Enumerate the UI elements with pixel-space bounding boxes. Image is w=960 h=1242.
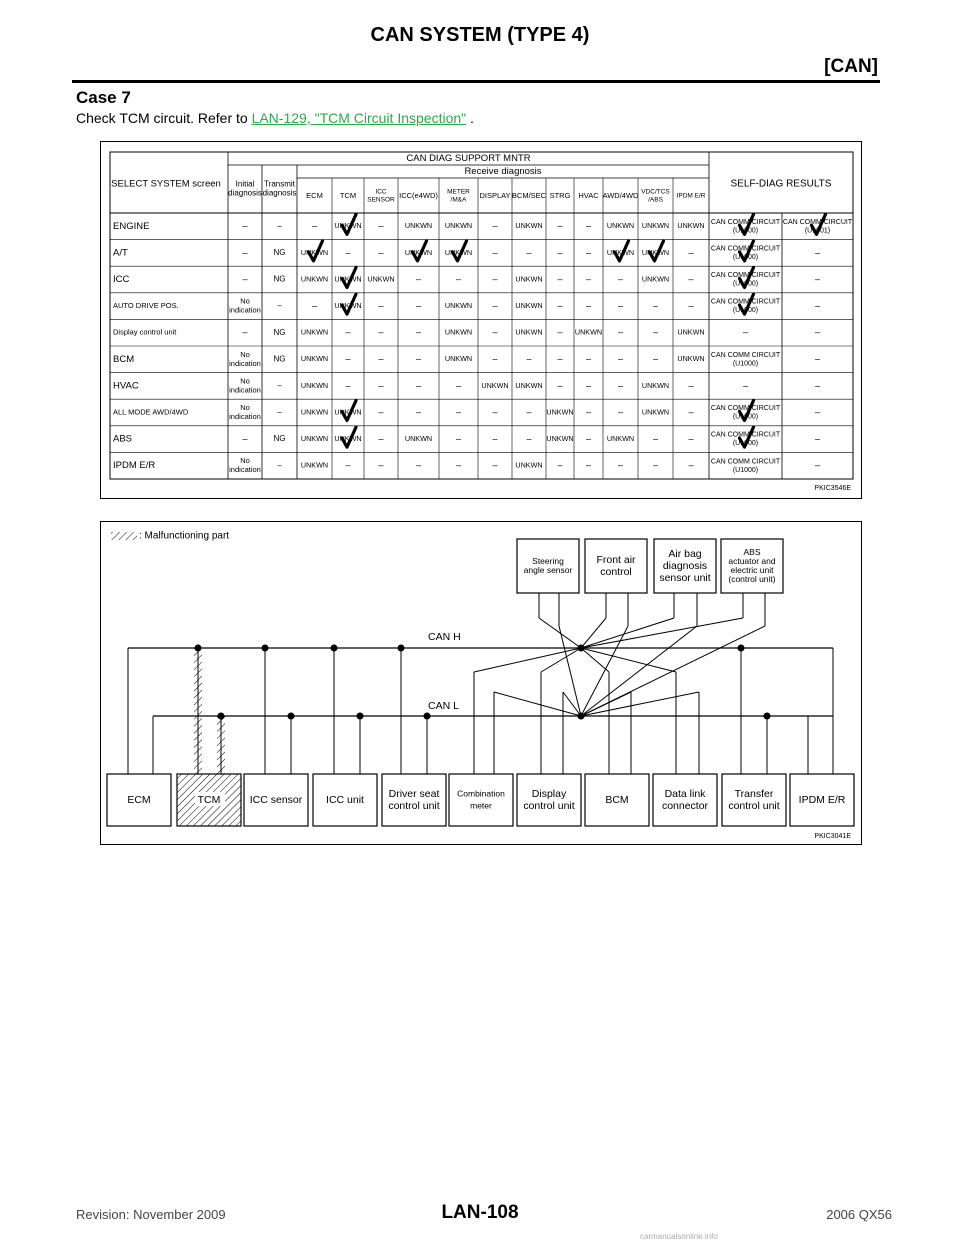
can-diag-header: CAN DIAG SUPPORT MNTR: [406, 153, 531, 165]
receive-value: –: [415, 327, 422, 338]
bottom-unit-label: control unit: [523, 799, 575, 812]
row-label: AUTO DRIVE POS.: [113, 301, 179, 311]
transmit-value: –: [277, 301, 282, 311]
receive-value: UNKWN: [300, 380, 329, 390]
bottom-unit-label: meter: [470, 800, 492, 811]
bottom-unit-label: connector: [661, 799, 709, 812]
receive-value: –: [345, 247, 351, 258]
transmit-value: NG: [273, 274, 286, 284]
receive-value: UNKWN: [334, 301, 362, 311]
transmit-value: –: [277, 381, 282, 391]
receive-column-header: VDC/TCS: [641, 188, 670, 196]
receive-value: –: [652, 353, 659, 364]
top-unit-label: Steering: [532, 555, 564, 566]
transmit-diagnosis-header: Transmit: [264, 179, 295, 189]
self-diag-header: SELF-DIAG RESULTS: [730, 178, 832, 190]
receive-value: UNKWN: [444, 301, 473, 311]
transmit-value: –: [277, 407, 282, 417]
receive-value: –: [415, 406, 422, 417]
receive-value: –: [526, 353, 532, 364]
top-unit-label: diagnosis: [662, 559, 708, 572]
receive-value: UNKWN: [606, 434, 635, 444]
row-label: A/T: [113, 247, 128, 259]
receive-value: UNKWN: [606, 247, 635, 257]
receive-value: UNKWN: [641, 247, 670, 257]
bottom-unit-label: control unit: [728, 799, 780, 812]
receive-value: –: [652, 433, 659, 444]
receive-value: UNKWN: [515, 380, 543, 390]
receive-value: –: [378, 460, 384, 471]
receive-value: UNKWN: [367, 274, 395, 284]
receive-value: UNKWN: [334, 434, 362, 444]
receive-value: –: [688, 273, 694, 284]
receive-value: –: [378, 220, 384, 231]
receive-value: –: [557, 273, 563, 284]
self-diag-value: CAN COMM CIRCUIT: [710, 405, 781, 413]
case-text-prefix: Check TCM circuit. Refer to: [76, 110, 252, 126]
top-unit-label: ABS: [743, 546, 761, 557]
receive-value: –: [652, 460, 659, 471]
receive-value: UNKWN: [404, 247, 433, 257]
receive-column-header: /M&A: [450, 196, 467, 204]
initial-value: –: [242, 273, 248, 284]
receive-value: –: [557, 353, 563, 364]
receive-value: –: [526, 433, 532, 444]
transmit-value: NG: [273, 248, 286, 258]
can-l-label: CAN L: [428, 699, 459, 712]
receive-value: –: [345, 460, 351, 471]
receive-value: –: [557, 220, 563, 231]
receive-value: –: [526, 406, 532, 417]
initial-value: No: [240, 349, 250, 359]
top-unit-label: sensor unit: [659, 571, 711, 584]
receive-value: UNKWN: [404, 221, 433, 231]
receive-value: –: [557, 327, 563, 338]
receive-value: –: [415, 380, 422, 391]
receive-value: –: [585, 433, 592, 444]
receive-value: UNKWN: [546, 407, 574, 417]
bottom-unit-label: Combination: [457, 788, 505, 799]
bottom-unit-label: TCM: [197, 793, 221, 806]
top-unit-label: angle sensor: [523, 564, 573, 575]
bottom-unit-label: ICC unit: [326, 793, 364, 806]
receive-value: –: [585, 247, 592, 258]
initial-value: indication: [229, 358, 261, 368]
wire: [581, 692, 699, 716]
receive-value: UNKWN: [404, 434, 433, 444]
receive-value: UNKWN: [444, 247, 473, 257]
receive-value: –: [492, 247, 498, 258]
top-unit-label: Air bag: [668, 547, 702, 560]
self-diag-value: CAN COMM CIRCUIT: [710, 298, 781, 306]
self-diag-value: –: [814, 327, 821, 338]
top-unit-label: actuator and: [728, 555, 776, 566]
bottom-unit-label: control unit: [388, 799, 440, 812]
receive-value: –: [492, 327, 498, 338]
receive-value: UNKWN: [641, 407, 670, 417]
receive-column-header: AWD/4WD: [602, 190, 639, 200]
case-heading: Case 7: [76, 88, 131, 107]
receive-value: –: [688, 380, 694, 391]
receive-value: –: [455, 380, 462, 391]
receive-value: UNKWN: [300, 274, 329, 284]
receive-value: UNKWN: [641, 221, 670, 231]
bottom-unit-label: ECM: [127, 793, 151, 806]
receive-value: –: [652, 327, 659, 338]
can-diagram-figure: [100, 521, 862, 845]
receive-value: –: [585, 380, 592, 391]
junction-dot: [331, 645, 338, 652]
watermark: carmanualsonline.info: [640, 1232, 718, 1241]
receive-value: –: [345, 327, 351, 338]
transmit-value: NG: [273, 327, 286, 337]
receive-value: –: [585, 300, 592, 311]
receive-value: UNKWN: [300, 407, 329, 417]
self-diag-value: –: [742, 380, 749, 391]
receive-value: –: [688, 300, 694, 311]
can-h-label: CAN H: [428, 630, 461, 643]
self-diag-value: CAN COMM CIRCUIT: [710, 218, 781, 226]
receive-value: UNKWN: [574, 327, 603, 337]
wire: [581, 626, 697, 716]
receive-value: UNKWN: [300, 327, 329, 337]
receive-value: –: [415, 300, 422, 311]
initial-value: indication: [229, 465, 261, 475]
initial-value: –: [242, 220, 248, 231]
receive-value: UNKWN: [641, 274, 670, 284]
can-wiring-diagram: [101, 522, 861, 844]
receive-value: UNKWN: [444, 354, 473, 364]
receive-value: –: [492, 406, 498, 417]
receive-value: –: [378, 380, 384, 391]
footer-page-number: LAN-108: [441, 1202, 519, 1223]
receive-value: –: [617, 406, 624, 417]
self-diag-value: CAN COMM CIRCUIT: [710, 245, 781, 253]
wire: [494, 692, 581, 716]
receive-value: –: [652, 300, 659, 311]
self-diag-value: –: [814, 380, 821, 391]
receive-value: –: [378, 327, 384, 338]
figure-ref: PKIC3546E: [814, 485, 851, 492]
receive-value: UNKWN: [677, 221, 705, 231]
receive-value: –: [311, 300, 318, 311]
receive-column-header: IPDM E/R: [676, 192, 706, 200]
wire: [541, 648, 581, 672]
junction-dot: [288, 713, 295, 720]
bottom-unit-label: Display: [531, 787, 567, 800]
table-border: [110, 152, 853, 479]
junction-dot: [398, 645, 405, 652]
receive-value: –: [557, 380, 563, 391]
receive-column-header: BCM/SEC: [511, 190, 547, 200]
receive-value: UNKWN: [300, 247, 329, 257]
diagnosis-table-figure: [100, 141, 862, 499]
receive-diagnosis-header: Receive diagnosis: [464, 166, 542, 178]
receive-value: –: [557, 300, 563, 311]
self-diag-value: –: [814, 433, 821, 444]
row-label: ALL MODE AWD/4WD: [113, 407, 189, 417]
self-diag-value: –: [814, 353, 821, 364]
self-diag-value: –: [814, 460, 821, 471]
receive-value: –: [617, 300, 624, 311]
receive-value: –: [345, 380, 351, 391]
wire: [539, 618, 581, 648]
row-label: ENGINE: [113, 220, 150, 232]
section-tag: [CAN]: [824, 56, 878, 77]
receive-value: –: [455, 433, 462, 444]
receive-value: UNKWN: [606, 221, 635, 231]
self-diag-value: CAN COMM CIRCUIT: [710, 272, 781, 280]
receive-column-header: DISPLAY: [479, 190, 511, 200]
self-diag-value: (U1000): [732, 227, 759, 235]
receive-value: UNKWN: [641, 380, 670, 390]
transmit-value: NG: [273, 434, 286, 444]
top-unit-label: Front air: [596, 553, 636, 566]
receive-column-header: ICC(e4WD): [399, 190, 438, 200]
top-unit-label: control: [600, 565, 632, 578]
receive-value: –: [492, 273, 498, 284]
self-diag-value: –: [814, 300, 821, 311]
initial-value: No: [240, 376, 250, 386]
case-instruction: [76, 110, 474, 126]
bottom-unit-label: Data link: [664, 787, 706, 800]
receive-value: –: [378, 433, 384, 444]
self-diag-value: –: [814, 406, 821, 417]
receive-value: UNKWN: [300, 434, 329, 444]
legend-hatch-icon: [111, 532, 137, 540]
receive-value: –: [378, 247, 384, 258]
receive-value: –: [455, 273, 462, 284]
receive-value: UNKWN: [546, 434, 574, 444]
receive-column-header: TCM: [339, 190, 357, 200]
top-unit-label: electric unit: [730, 564, 774, 575]
receive-value: –: [585, 273, 592, 284]
diagnosis-table: [101, 142, 861, 498]
row-label: BCM: [113, 353, 135, 365]
receive-column-header: ECM: [306, 190, 323, 200]
receive-column-header: METER: [447, 188, 470, 196]
row-label: ABS: [113, 433, 133, 445]
row-label: ICC: [113, 274, 130, 286]
transmit-value: –: [277, 460, 282, 470]
figure-ref: PKIC3041E: [814, 833, 851, 840]
header-rule: [72, 80, 880, 83]
select-system-header: SELECT SYSTEM screen: [111, 178, 221, 190]
receive-value: –: [617, 380, 624, 391]
self-diag-value: CAN COMM CIRCUIT: [710, 351, 781, 359]
wire: [581, 618, 743, 648]
table-grid: [110, 152, 853, 479]
receive-value: –: [585, 353, 592, 364]
initial-diagnosis-header: Initial: [235, 179, 255, 189]
receive-value: –: [688, 460, 694, 471]
receive-value: UNKWN: [677, 354, 705, 364]
wire: [474, 648, 581, 672]
self-diag-value: (U1000): [732, 280, 759, 288]
receive-value: UNKWN: [677, 327, 705, 337]
receive-value: –: [455, 406, 462, 417]
initial-value: –: [242, 327, 248, 338]
case-text-suffix: .: [466, 110, 474, 126]
inspection-link[interactable]: LAN-129, "TCM Circuit Inspection": [251, 110, 467, 126]
self-diag-value: –: [742, 327, 749, 338]
receive-value: UNKWN: [515, 274, 543, 284]
self-diag-value: CAN COMM CIRCUIT: [710, 431, 781, 439]
receive-value: –: [617, 353, 624, 364]
receive-value: UNKWN: [300, 354, 329, 364]
initial-value: No: [240, 296, 250, 306]
receive-value: –: [617, 460, 624, 471]
self-diag-value: (U1001): [804, 227, 831, 235]
receive-value: –: [378, 300, 384, 311]
self-diag-value: CAN COMM CIRCUIT: [710, 458, 781, 466]
receive-value: –: [688, 247, 694, 258]
receive-value: –: [688, 433, 694, 444]
self-diag-value: (U1000): [732, 413, 759, 421]
initial-value: indication: [229, 385, 261, 395]
initial-value: –: [242, 433, 248, 444]
receive-value: –: [617, 327, 624, 338]
self-diag-value: (U1000): [732, 360, 759, 368]
transmit-value: –: [277, 221, 282, 231]
receive-value: –: [415, 353, 422, 364]
row-label: IPDM E/R: [113, 460, 156, 472]
bottom-unit-label: Transfer: [734, 787, 774, 800]
transmit-value: NG: [273, 354, 286, 364]
self-diag-value: CAN COMM CIRCUIT: [782, 218, 853, 226]
receive-value: –: [415, 273, 422, 284]
junction-dot: [357, 713, 364, 720]
initial-value: No: [240, 456, 250, 466]
receive-value: UNKWN: [300, 460, 329, 470]
receive-value: UNKWN: [444, 221, 473, 231]
receive-value: UNKWN: [334, 274, 362, 284]
receive-value: –: [492, 433, 498, 444]
bottom-unit-label: ICC sensor: [249, 793, 303, 806]
receive-value: –: [345, 353, 351, 364]
receive-value: –: [415, 460, 422, 471]
receive-column-header: HVAC: [578, 190, 599, 200]
initial-value: No: [240, 402, 250, 412]
receive-value: –: [688, 406, 694, 417]
initial-diagnosis-header: diagnosis: [228, 188, 262, 198]
transmit-diagnosis-header: diagnosis: [262, 188, 297, 198]
self-diag-value: (U1000): [732, 253, 759, 261]
self-diag-value: –: [814, 273, 821, 284]
malfunction-wire: [217, 716, 225, 774]
bottom-unit-label: BCM: [605, 793, 629, 806]
self-diag-value: (U1000): [732, 440, 759, 448]
receive-column-header: /ABS: [648, 196, 663, 204]
receive-value: –: [492, 300, 498, 311]
legend-text: : Malfunctioning part: [139, 530, 230, 542]
receive-value: UNKWN: [515, 301, 543, 311]
self-diag-value: (U1000): [732, 307, 759, 315]
receive-column-header: ICC: [375, 188, 387, 196]
receive-value: UNKWN: [515, 327, 543, 337]
receive-value: UNKWN: [481, 380, 509, 390]
self-diag-value: –: [814, 247, 821, 258]
receive-column-header: SENSOR: [367, 196, 395, 204]
receive-value: –: [492, 460, 498, 471]
receive-value: –: [526, 247, 532, 258]
receive-value: –: [311, 220, 318, 231]
initial-value: indication: [229, 305, 261, 315]
receive-value: UNKWN: [334, 221, 362, 231]
initial-value: indication: [229, 411, 261, 421]
receive-value: –: [585, 460, 592, 471]
initial-value: –: [242, 247, 248, 258]
row-label: HVAC: [113, 380, 139, 392]
receive-value: UNKWN: [444, 327, 473, 337]
junction-dot: [738, 645, 745, 652]
receive-value: –: [585, 220, 592, 231]
receive-value: –: [617, 273, 624, 284]
receive-value: UNKWN: [515, 460, 543, 470]
receive-value: –: [492, 353, 498, 364]
row-label: Display control unit: [113, 327, 177, 337]
receive-value: UNKWN: [515, 221, 543, 231]
malfunction-wire: [194, 648, 202, 774]
receive-column-header: STRG: [549, 190, 571, 200]
receive-value: UNKWN: [334, 407, 362, 417]
footer-model: 2006 QX56: [826, 1207, 892, 1222]
receive-value: –: [378, 406, 384, 417]
top-unit-label: (control unit): [728, 573, 776, 584]
junction-dot: [262, 645, 269, 652]
receive-value: –: [455, 460, 462, 471]
receive-value: –: [557, 460, 563, 471]
page-title: CAN SYSTEM (TYPE 4): [370, 24, 590, 46]
bottom-unit-label: Driver seat: [388, 787, 440, 800]
self-diag-value: (U1000): [732, 466, 759, 474]
receive-value: –: [557, 247, 563, 258]
wire: [559, 626, 581, 716]
wire: [581, 692, 631, 716]
receive-value: –: [492, 220, 498, 231]
receive-value: –: [585, 406, 592, 417]
junction-dot: [764, 713, 771, 720]
receive-value: –: [378, 353, 384, 364]
junction-dot: [424, 713, 431, 720]
footer-revision: Revision: November 2009: [76, 1207, 226, 1222]
bottom-unit-label: IPDM E/R: [798, 793, 846, 806]
